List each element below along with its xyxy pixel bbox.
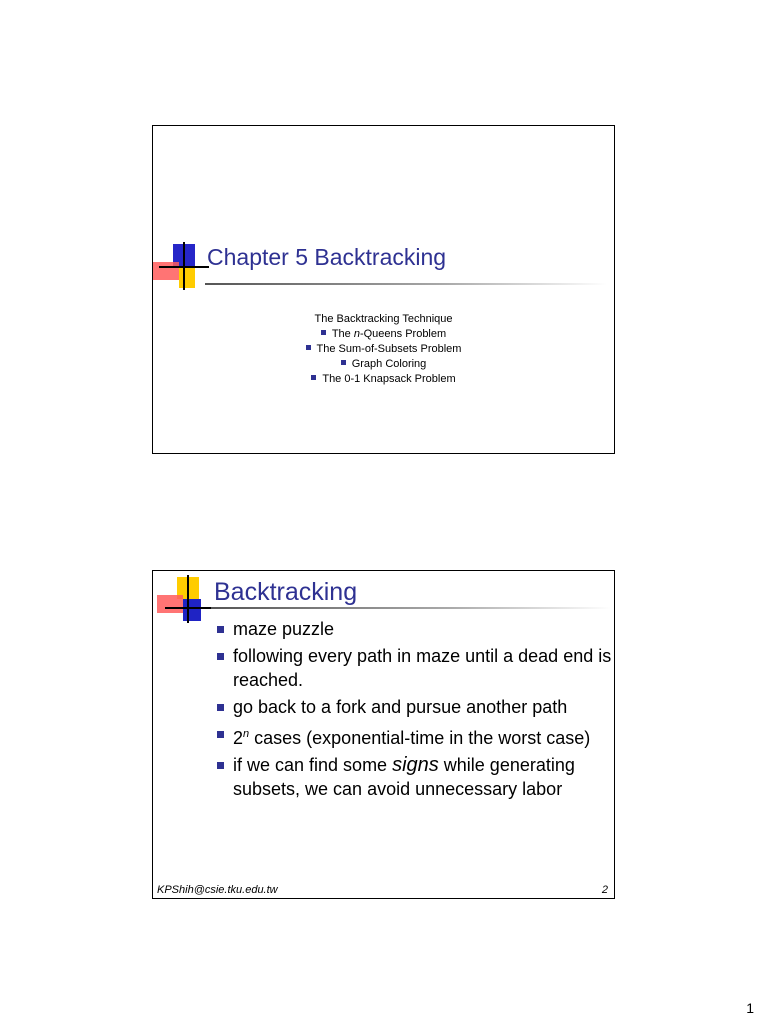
slide-number: 2 xyxy=(601,884,608,896)
slide-logo-icon xyxy=(153,244,213,304)
list-item: Graph Coloring xyxy=(153,357,614,372)
square-bullet-icon xyxy=(217,731,224,738)
square-bullet-icon xyxy=(306,345,311,350)
square-bullet-icon xyxy=(217,653,224,660)
list-item: go back to a fork and pursue another path xyxy=(217,695,613,719)
list-item: maze puzzle xyxy=(217,617,613,641)
list-item: following every path in maze until a dead end is reached. xyxy=(217,644,613,692)
slide-1-title: Chapter 5 Backtracking xyxy=(207,244,447,270)
list-item: 2$^n$ cases (exponential-time in the worst case) xyxy=(217,722,613,750)
square-bullet-icon xyxy=(217,626,224,633)
title-underline xyxy=(205,283,607,285)
slide-2-title: Backtracking xyxy=(214,578,358,606)
square-bullet-icon xyxy=(321,330,326,335)
slide-2 xyxy=(152,570,615,899)
title-underline xyxy=(211,607,611,609)
slide-1-topic-list xyxy=(153,312,614,387)
list-item: The 0-1 Knapsack Problem xyxy=(153,372,614,387)
slide-logo-icon xyxy=(157,575,217,635)
list-item: if we can find some signs while generating subsets, we can avoid unnecessary labor xyxy=(217,753,613,801)
square-bullet-icon xyxy=(217,704,224,711)
list-item: The Sum-of-Subsets Problem xyxy=(153,342,614,357)
square-bullet-icon xyxy=(341,360,346,365)
square-bullet-icon xyxy=(217,762,224,769)
list-item: The Backtracking Technique xyxy=(314,313,453,325)
square-bullet-icon xyxy=(311,375,316,380)
list-item: The n-Queens Problem xyxy=(153,327,614,342)
slide-1 xyxy=(152,125,615,454)
slide-2-bullet-list xyxy=(217,617,613,804)
page-number: 1 xyxy=(746,1000,754,1016)
footer-email: KPShih@csie.tku.edu.tw xyxy=(157,884,278,896)
